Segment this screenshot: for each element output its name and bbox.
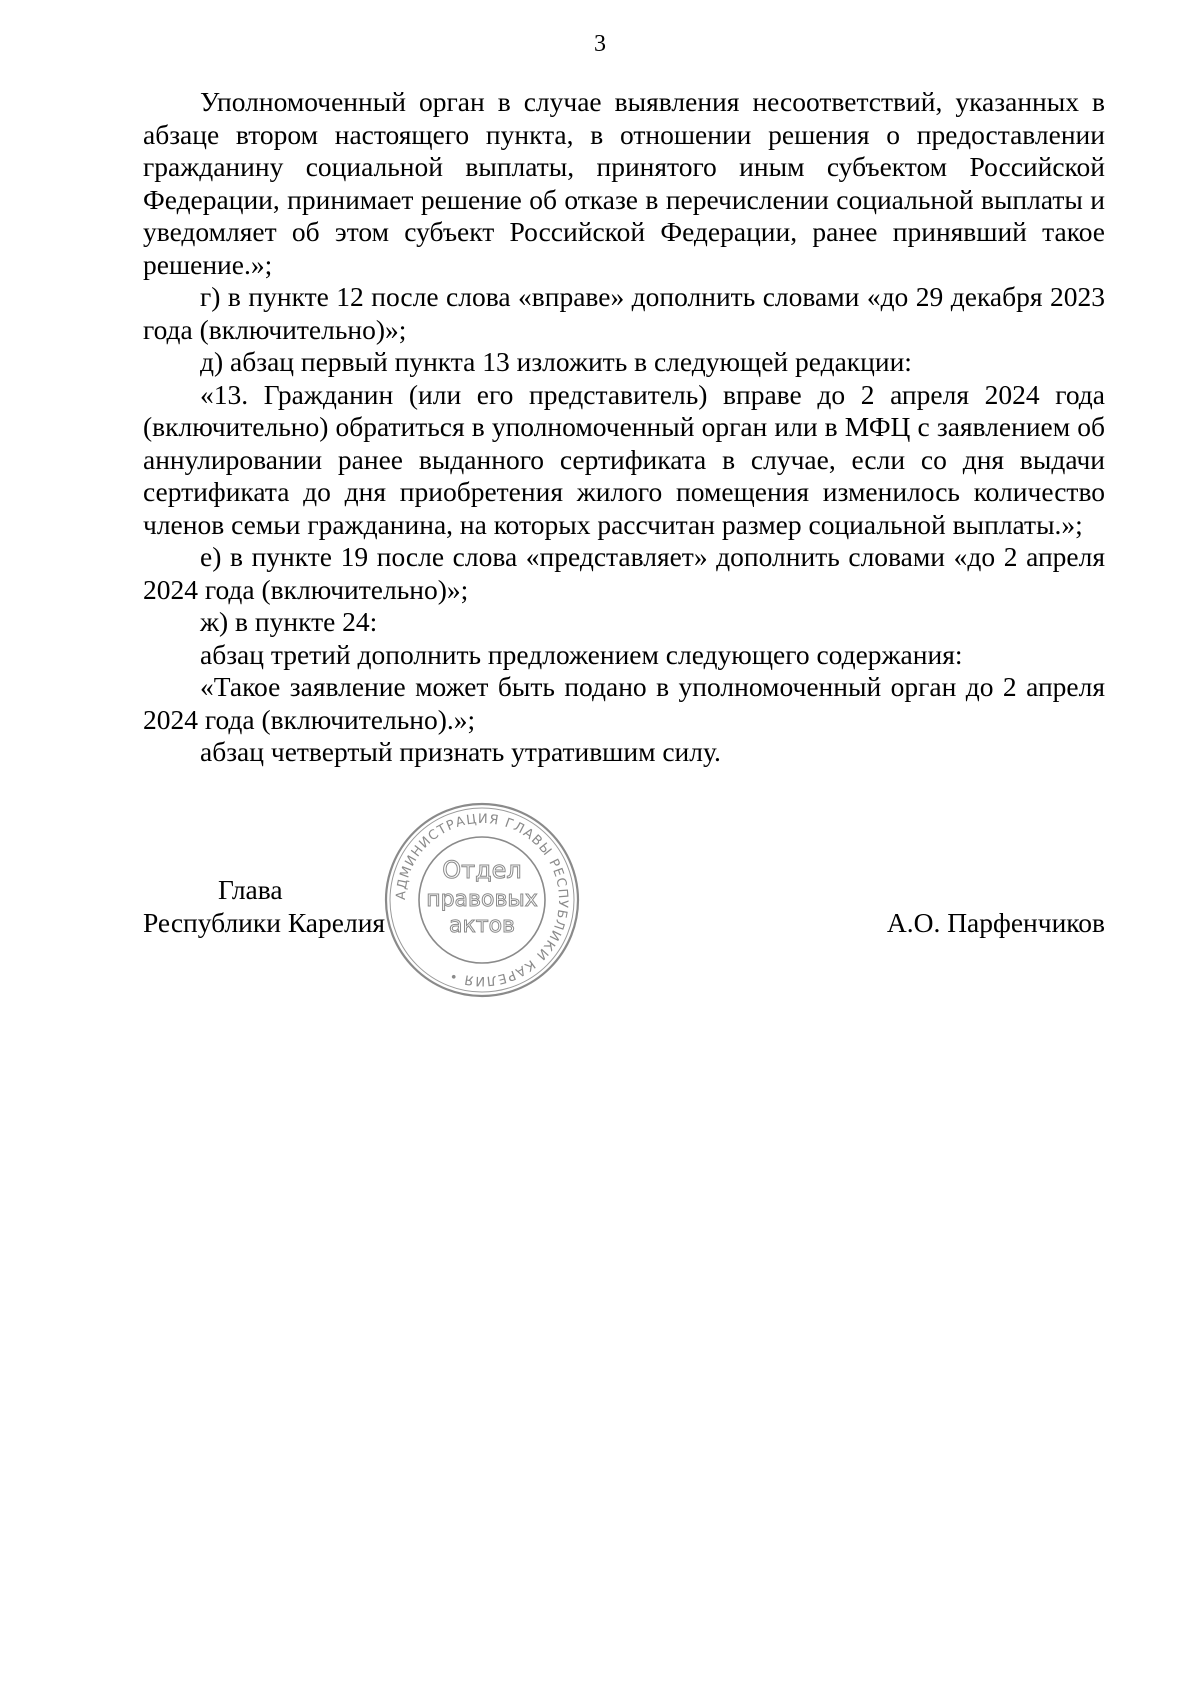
paragraph-item-zh: ж) в пункте 24: [200,606,378,637]
paragraph-item-e: е) в пункте 19 после слова «представляет» дополнить словами «до 2 апреля 2024 года (включительно)»; [143,541,1105,605]
signatory-title-line2: Республики Карелия [143,907,386,938]
paragraph-authorized-body-decision: Уполномоченный орган в случае выявления несоответствий, указанных в абзаце втором настоящего пункта, в отношении решения о предоставлении гражданину социальной выплаты, принятого иным субъектом Российской Федерации, принимает решение об отказе в перечислении социальной выплаты и уведомляет об этом субъект Российской Федерации, ранее принявший такое решение.»; [143,86,1105,280]
paragraph-fourth-abzac: абзац четвертый признать утратившим силу. [200,736,721,767]
stamp-center-line3: актов [448,913,516,938]
signatory-name: А.О. Парфенчиков [886,907,1105,938]
paragraph-statement-text: «Такое заявление может быть подано в уполномоченный орган до 2 апреля 2024 года (включительно).»; [143,671,1105,735]
signatory-title-line1: Глава [218,874,283,905]
paragraph-third-abzac: абзац третий дополнить предложением следующего содержания: [200,638,963,670]
stamp-center-line1: Отдел [442,856,522,884]
paragraph-item-g: г) в пункте 12 после слова «вправе» дополнить словами «до 29 декабря 2023 года (включительно)»; [143,281,1105,345]
signature-block [143,874,1105,954]
stamp-ring-text: АДМИНИСТРАЦИЯ ГЛАВЫ РЕСПУБЛИКИ КАРЕЛИЯ • [393,811,571,989]
paragraph-item-13-text: «13. Гражданин (или его представитель) вправе до 2 апреля 2024 года (включительно) обратиться в уполномоченный орган или в МФЦ с заявлением об аннулировании ранее выданного сертификата в случае, если со дня выдачи сертификата до дня приобретения жилого помещения изменилось количество членов семьи гражданина, на которых рассчитан размер социальной выплаты.»; [143,378,1105,540]
stamp-seal-icon [382,800,582,1000]
page-number: 3 [594,31,606,57]
official-stamp [382,800,582,1000]
paragraph-item-d: д) абзац первый пункта 13 изложить в следующей редакции: [200,346,912,377]
document-body [143,86,1105,769]
stamp-center-line2: правовых [426,887,538,912]
